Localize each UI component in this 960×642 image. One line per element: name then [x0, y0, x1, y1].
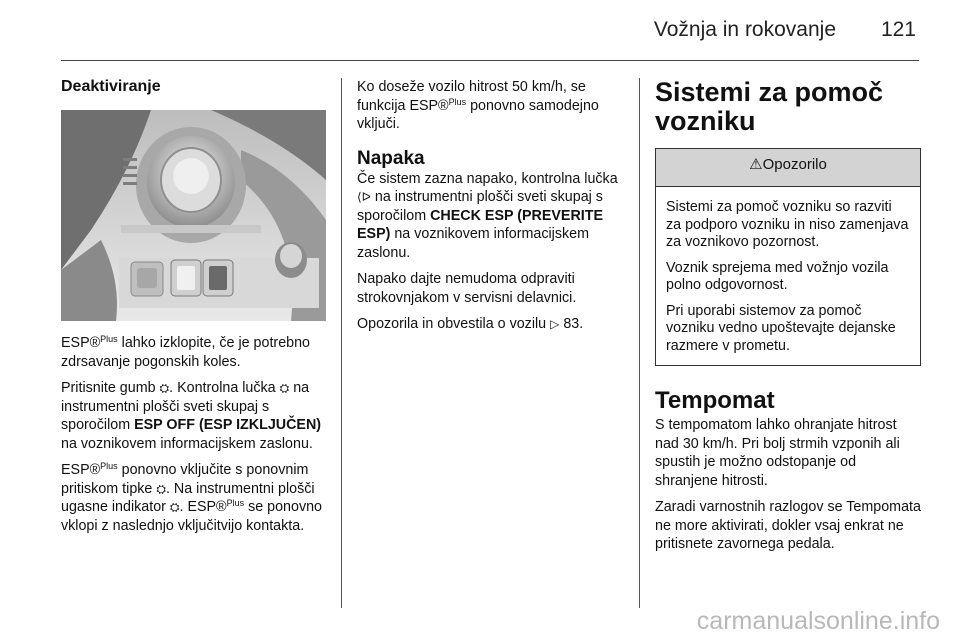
- section-heading: Deaktiviranje: [61, 78, 161, 95]
- paragraph: Če sistem zazna napako, kontrolna lučka ⟨ᐅ na instrumentni plošči sveti skupaj s sporočilom CHECK ESP (PREVERITE ESP) na voznikovem informacijskem zaslonu.: [357, 170, 618, 261]
- chapter-heading: Sistemi za pomoč vozniku: [655, 77, 884, 136]
- paragraph: Pri uporabi sistemov za pomoč vozniku vedno upoštevajte dejanske razmere v prometu.: [666, 302, 896, 354]
- header-rule: [61, 60, 919, 61]
- esp-off-icon: ⛭: [169, 500, 180, 514]
- paragraph: Voznik sprejema med vožnjo vozila polno odgovornost.: [666, 259, 889, 293]
- esp-off-icon: ⛭: [156, 481, 166, 496]
- esp-off-icon: ⛭: [159, 381, 170, 395]
- paragraph: ESP®$^{Plus}$ ponovno vključite s ponovnim pritiskom tipke ⛭. Na instrumentni plošči ugasne indikator ⛭. ESP®$^{Plus}$ se ponovno vklopi z naslednjo vključitvijo kontakta.: [61, 461, 323, 534]
- section-heading: Napaka: [357, 147, 425, 169]
- warning-icon: ⚠: [749, 156, 763, 173]
- esp-button-photo: [61, 110, 326, 321]
- warning-title: Opozorilo: [762, 156, 827, 173]
- paragraph: Zaradi varnostnih razlogov se Tempomata ne more aktivirati, dokler vsaj enkrat ne pritisnete zavornega pedala.: [655, 499, 921, 552]
- paragraph: S tempomatom lahko ohranjate hitrost nad 30 km/h. Pri bolj strmih vzponih ali spustih je možno odstopanje od shranjene hitrosti.: [655, 417, 900, 489]
- warning-box: [655, 148, 921, 366]
- esp-warning-icon: ⟨ᐅ: [357, 190, 371, 204]
- paragraph: Ko doseže vozilo hitrost 50 km/h, se funkcija ESP®$^{Plus}$ ponovno samodejno vključi.: [357, 79, 599, 132]
- column-divider: [639, 78, 640, 608]
- watermark: carmanualsonline.info: [696, 607, 940, 635]
- paragraph: Opozorila in obvestila o vozilu ▷ 83.: [357, 316, 584, 332]
- esp-off-icon: ⛭: [279, 381, 290, 395]
- column-middle: [357, 78, 623, 342]
- page-reference-icon: ▷: [550, 317, 560, 331]
- column-right: [655, 78, 921, 562]
- paragraph: Sistemi za pomoč vozniku so razviti za podporo vozniku in niso zamenjava za voznikovo pozornost.: [666, 199, 909, 250]
- paragraph: Pritisnite gumb ⛭. Kontrolna lučka ⛭ na instrumentni plošči sveti skupaj s sporočilom ESP OFF (ESP IZKLJUČEN) na voznikovem informacijskem zaslonu.: [61, 380, 322, 452]
- column-left: [61, 78, 326, 543]
- paragraph: Napako dajte nemudoma odpraviti strokovnjakom v servisni delavnici.: [357, 271, 577, 306]
- paragraph: ESP®$^{Plus}$ lahko izklopite, če je potrebno zdrsavanje pogonskih koles.: [61, 334, 311, 370]
- warning-body: [656, 187, 920, 365]
- running-title: Vožnja in rokovanje: [653, 18, 836, 41]
- page-number: 121: [880, 18, 916, 41]
- warning-header: [656, 149, 920, 187]
- column-divider: [341, 78, 342, 608]
- section-heading: Tempomat: [655, 387, 775, 414]
